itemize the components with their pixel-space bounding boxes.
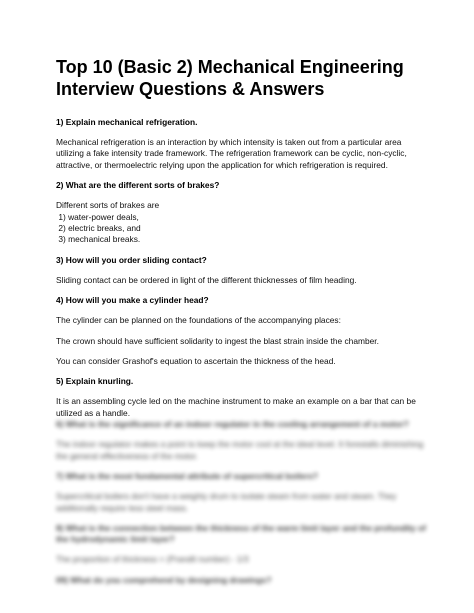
answer-4-para-2: The crown should have sufficient solidarity to ingest the blast strain inside the chamber. [56, 335, 379, 346]
document-content [56, 56, 426, 595]
answer-2-item-2: 2) electric breaks, and [56, 223, 141, 234]
question-4: 4) How will you make a cylinder head? [56, 295, 209, 306]
answer-2-item-1: 1) water-power deals, [56, 211, 139, 222]
answer-2-intro: Different sorts of brakes are [56, 200, 160, 211]
answer-2-item-3: 3) mechanical breaks. [56, 234, 141, 245]
question-1: 1) Explain mechanical refrigeration. [56, 117, 198, 127]
answer-6: The indoor regulator makes a point to keep the motor cool at the ideal level. It forestalls diminishing the general effectiveness of the motor. [56, 439, 424, 461]
blurred-preview-region [56, 419, 426, 585]
page-title: Top 10 (Basic 2) Mechanical Engineering Interview Questions & Answers [56, 57, 404, 99]
question-3: 3) How will you order sliding contact? [56, 254, 207, 265]
answer-3: Sliding contact can be ordered in light of the different thicknesses of film heading. [56, 274, 357, 285]
question-9: 09) What do you comprehend by designing drawings? [56, 574, 272, 585]
answer-7: Supercritical boilers don't have a weighty drum to isolate steam from water and steam. They additionally require less steel mass. [56, 491, 397, 513]
question-6: 6) What is the significance of an indoor regulator in the cooling arrangement of a motor? [56, 419, 409, 430]
question-7: 7) What is the most fundamental attribute of supercritical boilers? [56, 471, 318, 482]
answer-1: Mechanical refrigeration is an interaction by which intensity is taken out from a particular area utilizing a fake intensity trade framework. The refrigeration framework can be cyclic, non-cyclic, attractive, or thermoelectric relying upon the application for which refrigeration is required. [56, 137, 407, 170]
question-2: 2) What are the different sorts of brakes? [56, 180, 220, 191]
question-5: 5) Explain knurling. [56, 376, 134, 387]
answer-2 [56, 200, 426, 246]
answer-5: It is an assembling cycle led on the machine instrument to make an example on a bar that can be utilized as a handle. [56, 396, 416, 418]
answer-4-para-1: The cylinder can be planned on the foundations of the accompanying places: [56, 315, 341, 326]
question-8: 8) What is the connection between the thickness of the warm limit layer and the profundity of the hydrodynamic limit layer? [56, 523, 426, 545]
answer-4-para-3: You can consider Grashof's equation to ascertain the thickness of the head. [56, 356, 336, 367]
answer-8: The proportion of thickness = (Prandtl number) - 1/3 [56, 554, 249, 565]
